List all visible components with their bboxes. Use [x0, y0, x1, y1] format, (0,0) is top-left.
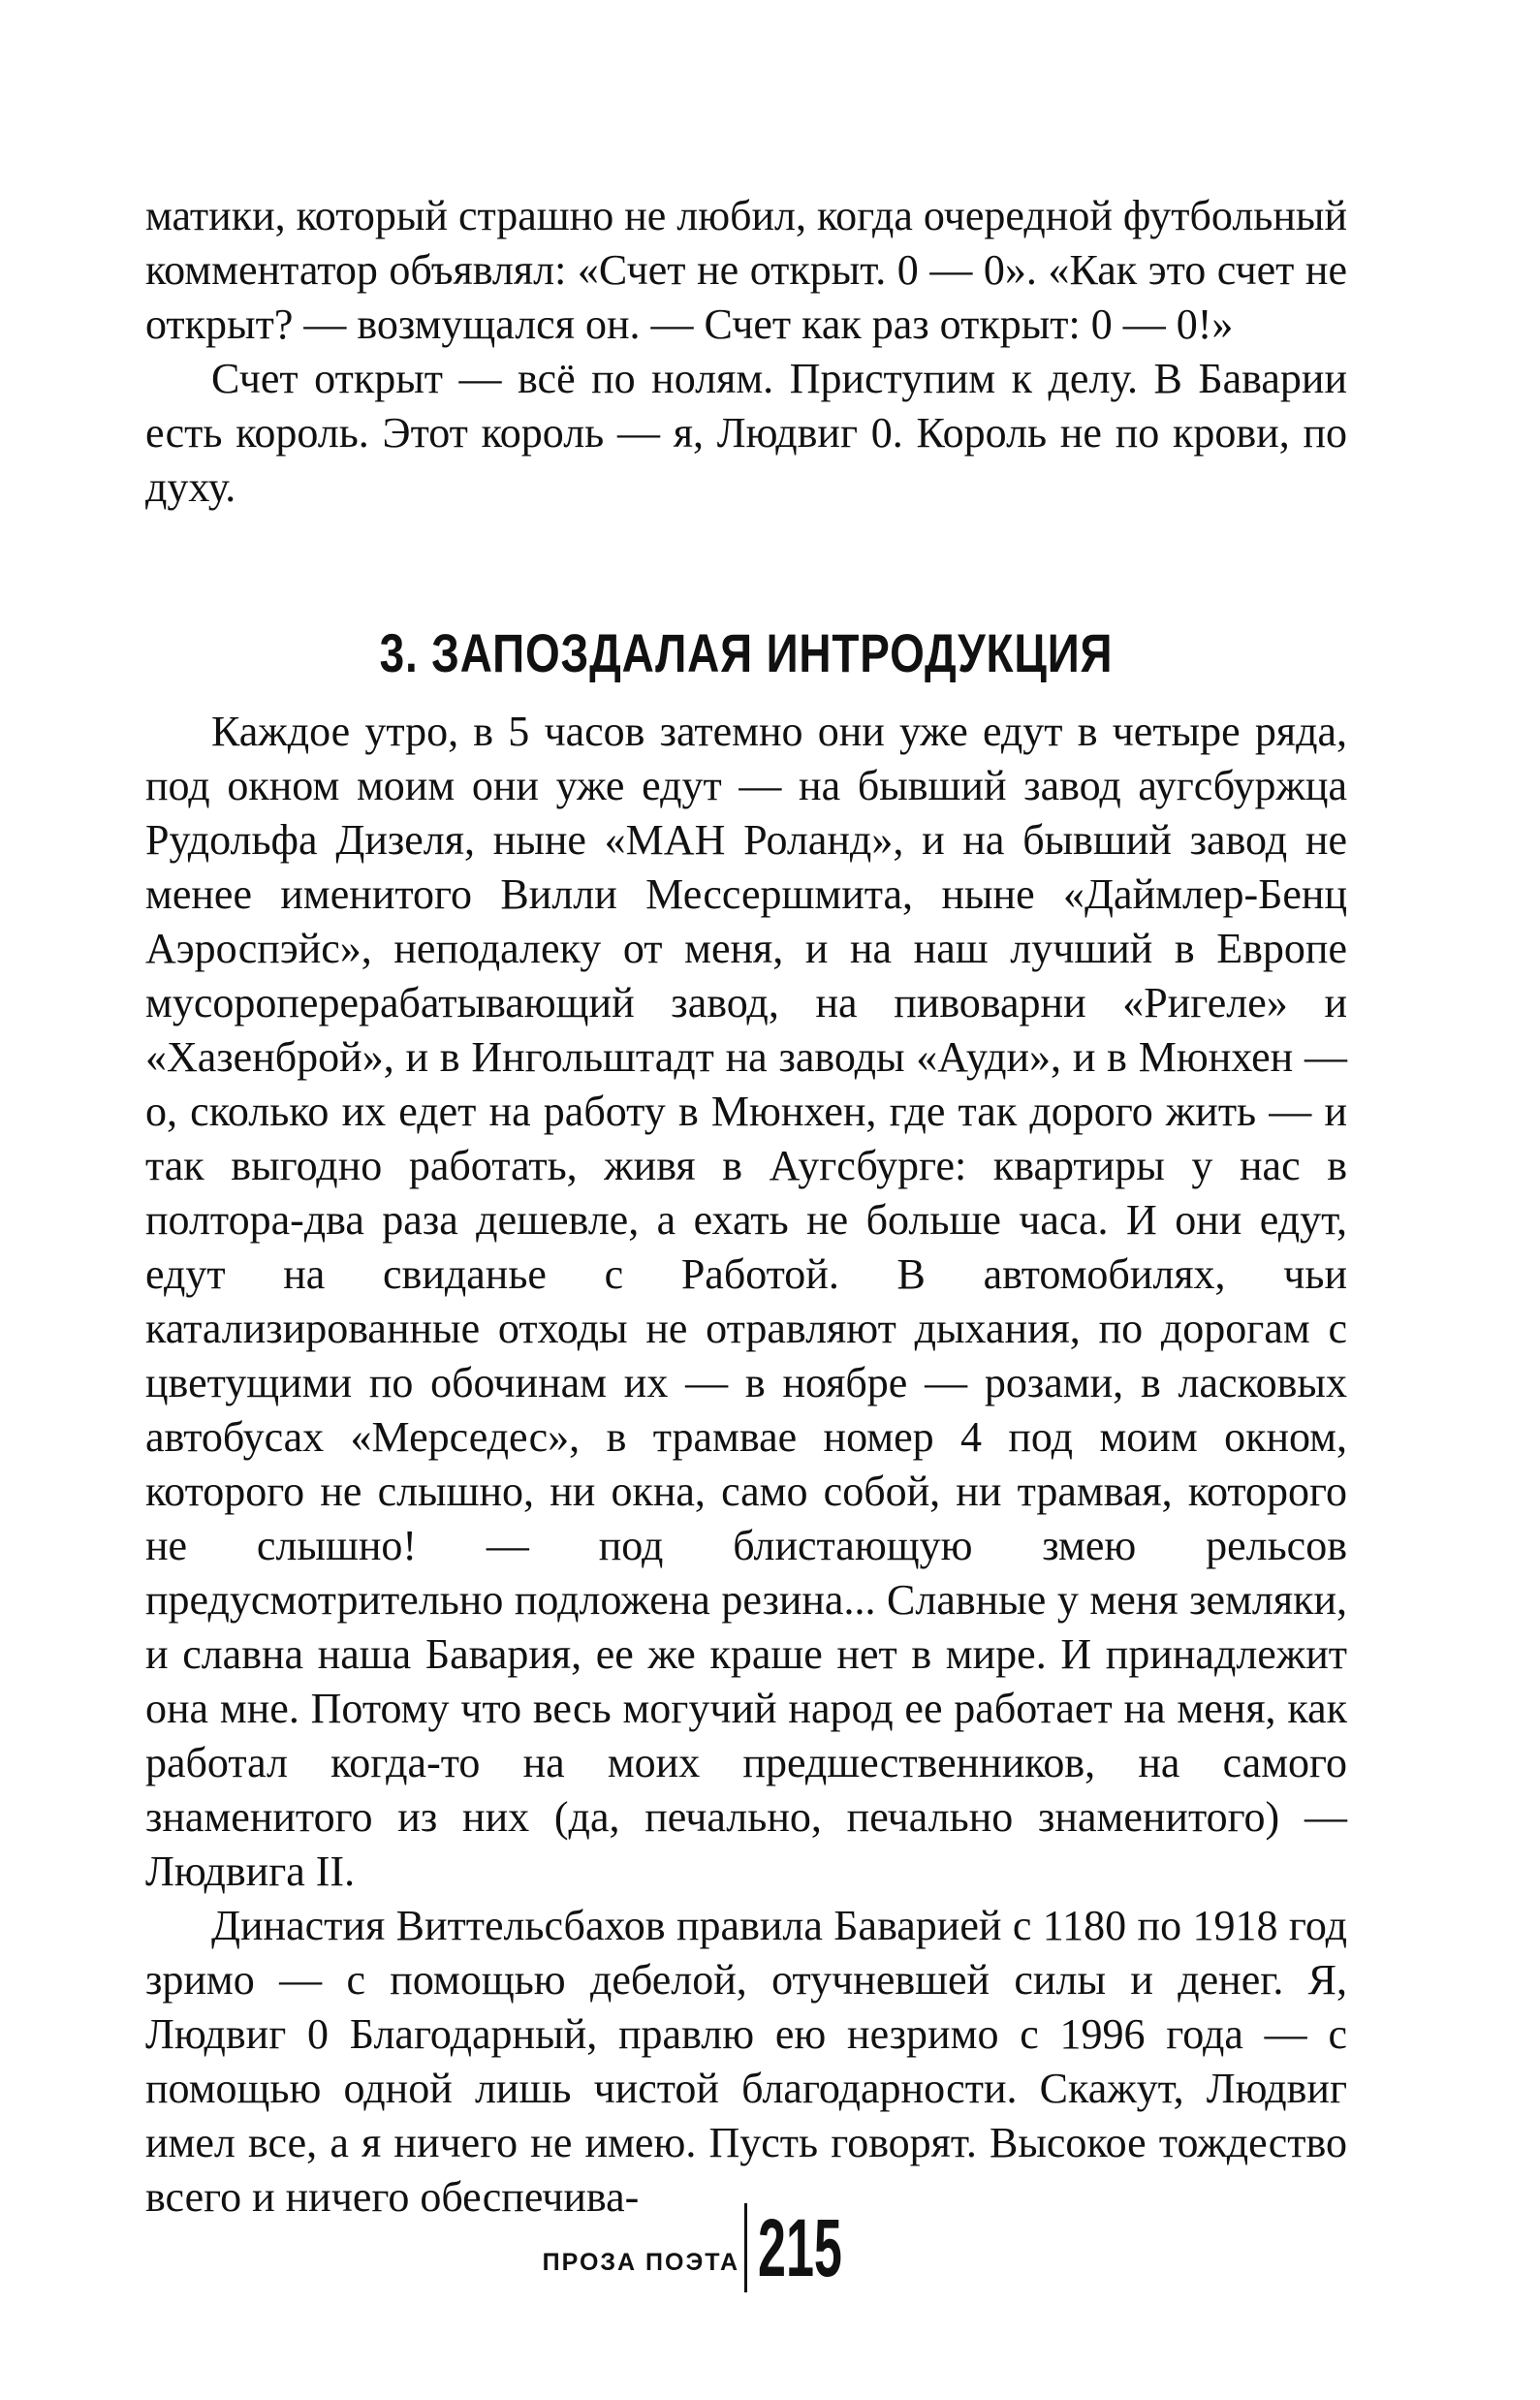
- page-footer: [0, 2195, 1540, 2292]
- page-body: [145, 189, 1347, 2225]
- running-title: ПРОЗА ПОЭТА: [542, 2249, 739, 2276]
- page-number: 215: [758, 2202, 842, 2293]
- paragraph-score-open: Счет открыт — всё по нолям. Приступим к делу. В Баварии есть король. Этот король — я, Людвиг 0. Король не по крови, по духу.: [145, 355, 1347, 511]
- footer-divider: [744, 2203, 747, 2292]
- paragraph-dynasty: Династия Виттельсбахов правила Баварией с 1180 по 1918 год зримо — с помощью дебелой, отучневшей силы и денег. Я, Людвиг 0 Благодарный, правлю ею незримо с 1996 года — с помощью одной лишь чистой благодарности. Скажут, Людвиг имел все, а я ничего не имею. Пусть говорят. Высокое тождество всего и ничего обеспечива-: [145, 1902, 1347, 2221]
- paragraph-every-morning: Каждое утро, в 5 часов затемно они уже едут в четыре ряда, под окном моим они уже едут — на бывший завод аугсбуржца Рудольфа Дизеля, ныне «МАН Роланд», и на бывший завод не менее именитого Вилли Мессершмита, ныне «Даймлер-Бенц Аэроспэйс», неподалеку от меня, и на наш лучший в Европе мусороперерабатывающий завод, на пивоварни «Ригеле» и «Хазенброй», и в Ингольштадт на заводы «Ауди», и в Мюнхен — о, сколько их едет на работу в Мюнхен, где так дорого жить — и так выгодно работать, живя в Аугсбурге: квартиры у нас в полтора-два раза дешевле, а ехать не больше часа. И они едут, едут на свиданье с Работой. В автомобилях, чьи катализированные отходы не отравляют дыхания, по дорогам с цветущими по обочинам их — в ноябре — розами, в ласковых автобусах «Мерседес», в трамвае номер 4 под моим окном, которого не слышно, ни окна, само собой, ни трамвая, которого не слышно! — под блистающую змею рельсов предусмотрительно подложена резина... Славные у меня земляки, и славна наша Бавария, ее же краше нет в мире. И принадлежит она мне. Потому что весь могучий народ ее работает на меня, как работал когда-то на моих предшественников, на самого знаменитого из них (да, печально, печально знаменитого) — Людвига II.: [145, 708, 1347, 1895]
- section-heading: 3. ЗАПОЗДАЛАЯ ИНТРОДУКЦИЯ: [379, 622, 1114, 683]
- paragraph-continuation: матики, который страшно не любил, когда очередной футбольный комментатор объявлял: «Счет не открыт. 0 — 0». «Как это счет не открыт? — возмущался он. — Счет как раз открыт: 0 — 0!»: [145, 192, 1347, 348]
